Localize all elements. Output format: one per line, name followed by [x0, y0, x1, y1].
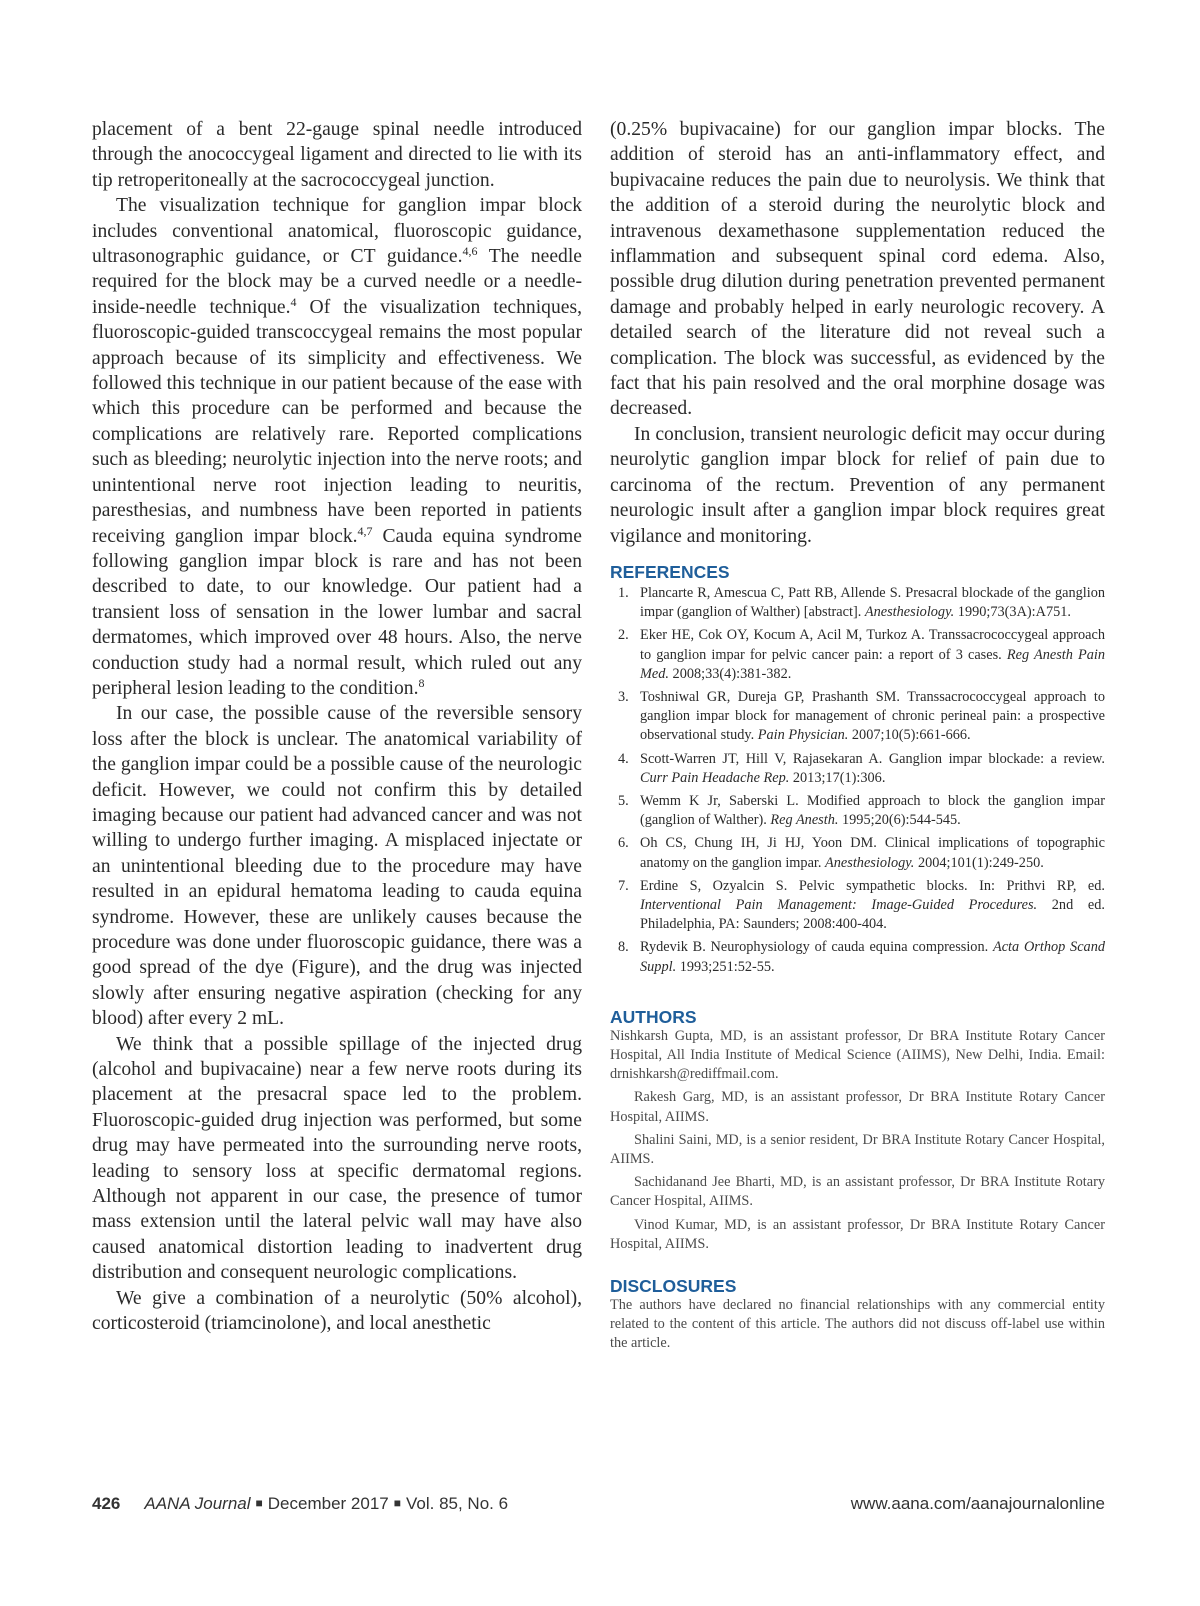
disclosures-text: The authors have declared no financial relationships with any commercial entity related to the content of this article. The authors did not discuss off-label use within the article.: [610, 1297, 1105, 1352]
reference-item: 5. Wemm K Jr, Saberski L. Modified approach to block the ganglion impar (ganglion of Walther). Reg Anesth. 1995;20(6):544-545.: [618, 792, 1105, 829]
body-paragraph: The visualization technique for ganglion impar block includes conventional anatomical, fluoroscopic guidance, ultrasonographic guidance, or CT guidance.$^{4,6}$ The needle required for the block may be a curved needle or a needle-inside-needle technique.$^4$ Of the visualization techniques, fluoroscopic-guided transcoccygeal remains the most popular approach because of its simplicity and effectiveness. We followed this technique in our patient because of the ease with which this procedure can be performed and because the complications are relatively rare. Reported complications such as bleeding; neurolytic injection into the nerve roots; and unintentional nerve root injection leading to neuritis, paresthesias, and numbness have been reported in patients receiving ganglion impar block.$^{4,7}$ Cauda equina syndrome following ganglion impar block is rare and has not been described to date, to our knowledge. Our patient had a transient loss of sensation in the lower lumbar and sacral dermatomes, which improved over 48 hours. Also, the nerve conduction study had a normal result, which ruled out any peripheral lesion leading to the condition.$^8$: [92, 195, 582, 699]
author-bio: Shalini Saini, MD, is a senior resident, Dr BRA Institute Rotary Cancer Hospital, AIIMS.: [610, 1131, 1105, 1167]
body-paragraph: In our case, the possible cause of the reversible sensory loss after the block is unclear. The anatomical variability of the ganglion impar could be a possible cause of the neurologic deficit. However, we could not confirm this by detailed imaging because our patient had advanced cancer and was not willing to undergo further imaging. A misplaced injectate or an unintentional bleeding due to the procedure may have resulted in an epidural hematoma leading to cauda equina syndrome. However, these are unlikely causes because the procedure was done under fluoroscopic guidance, there was a good spread of the dye (Figure), and the drug was injected slowly after ensuring negative aspiration (checking for any blood) after every 2 mL.: [92, 703, 582, 1030]
disclosures-heading: DISCLOSURES: [610, 1276, 737, 1296]
journal-title: Anesthesiology.: [864, 604, 955, 621]
citation-superscript: 4: [290, 294, 297, 309]
separator-square-icon: ■: [255, 1496, 263, 1510]
issue-volume: Vol. 85, No. 6: [406, 1494, 509, 1513]
right-column: [610, 117, 1105, 1358]
journal-title: Curr Pain Headache Rep.: [640, 769, 790, 786]
references-heading: REFERENCES: [610, 561, 730, 582]
body-paragraph: We give a combination of a neurolytic (50% alcohol), corticosteroid (triamcinolone), and local anesthetic: [92, 1287, 582, 1335]
citation-superscript: 4,7: [357, 523, 373, 538]
author-bio: Nishkarsh Gupta, MD, is an assistant professor, Dr BRA Institute Rotary Cancer Hospital, All India Institute of Medical Science (AIIMS), New Delhi, India. Email: drnishkarsh@rediffmail.com.: [610, 1027, 1105, 1083]
right-body-text: [610, 117, 1105, 549]
journal-url: www.aana.com/aanajournalonline: [850, 1494, 1105, 1513]
body-paragraph: placement of a bent 22-gauge spinal needle introduced through the anococcygeal ligament and directed to lie with its tip retroperitoneally at the sacrococcygeal junction.: [92, 119, 582, 191]
footer-citation: [92, 1494, 508, 1514]
issue-date: December 2017: [267, 1494, 389, 1513]
references-list: [610, 584, 1105, 977]
journal-title: Anesthesiology.: [825, 854, 915, 871]
journal-title: Pain Physician.: [757, 727, 849, 744]
reference-item: 3. Toshniwal GR, Dureja GP, Prashanth SM. Transsacrococcygeal approach to ganglion impar block for management of chronic perineal pain: a prospective observational study. Pain Physician. 2007;10(5):661-666.: [618, 688, 1105, 744]
book-title: Interventional Pain Management: Image-Guided Procedures.: [640, 896, 1038, 913]
citation-superscript: 8: [418, 675, 425, 690]
reference-item: 6. Oh CS, Chung IH, Ji HJ, Yoon DM. Clinical implications of topographic anatomy on the ganglion impar. Anesthesiology. 2004;101(1):249-250.: [618, 835, 1105, 871]
left-column: [92, 117, 582, 1337]
author-bio: Rakesh Garg, MD, is an assistant professor, Dr BRA Institute Rotary Cancer Hospital, AIIMS.: [610, 1089, 1105, 1125]
journal-title: Acta Orthop Scand Suppl.: [640, 939, 1105, 975]
reference-item: 4. Scott-Warren JT, Hill V, Rajasekaran A. Ganglion impar blockade: a review. Curr Pain Headache Rep. 2013;17(1):306.: [618, 750, 1105, 786]
reference-item: 7. Erdine S, Ozyalcin S. Pelvic sympathetic blocks. In: Prithvi RP, ed. Interventional Pain Management: Image-Guided Procedures. 2nd ed. Philadelphia, PA: Saunders; 2008:400-404.: [618, 877, 1105, 933]
page-footer: [92, 1494, 1105, 1520]
separator-square-icon: ■: [393, 1496, 401, 1510]
authors-heading: AUTHORS: [610, 1006, 697, 1027]
body-paragraph: In conclusion, transient neurologic deficit may occur during neurolytic ganglion impar block for relief of pain due to carcinoma of the rectum. Prevention of any permanent neurologic insult after a ganglion impar block requires great vigilance and monitoring.: [610, 423, 1105, 547]
page-number: 426: [92, 1494, 121, 1513]
reference-item: 2. Eker HE, Cok OY, Kocum A, Acil M, Turkoz A. Transsacrococcygeal approach to ganglion impar for pelvic cancer pain: a report of 3 cases. Reg Anesth Pain Med. 2008;33(4):381-382.: [618, 627, 1106, 682]
reference-item: 8. Rydevik B. Neurophysiology of cauda equina compression. Acta Orthop Scand Suppl. 1993;251:52-55.: [618, 939, 1105, 975]
journal-title: Reg Anesth.: [770, 812, 839, 829]
journal-title: Reg Anesth Pain Med.: [640, 646, 1106, 682]
author-bio: Sachidanand Jee Bharti, MD, is an assistant professor, Dr BRA Institute Rotary Cancer Hospital, AIIMS.: [610, 1174, 1105, 1210]
body-paragraph: (0.25% bupivacaine) for our ganglion impar blocks. The addition of steroid has an anti-inflammatory effect, and bupivacaine reduces the pain due to neurolysis. We think that the addition of a steroid during the neurolytic block and intravenous dexamethasone supplementation reduced the inflammation and subsequent spinal cord edema. Also, possible drug dilution during penetration prevented permanent damage and probably helped in early neurologic recovery. A detailed search of the literature did not reveal such a complication. The block was successful, as evidenced by the fact that his pain resolved and the oral morphine dosage was decreased.: [610, 119, 1105, 420]
body-paragraph: We think that a possible spillage of the injected drug (alcohol and bupivacaine) near a few nerve roots during its placement at the presacral space led to the problem. Fluoroscopic-guided drug injection was performed, but some drug may have permeated into the surrounding nerve roots, leading to sensory loss at specific dermatomal regions. Although not apparent in our case, the presence of tumor mass extension until the lateral pelvic wall may have also caused anatomical distortion leading to inadvertent drug distribution and consequent neurologic complications.: [92, 1033, 582, 1284]
reference-item: 1. Plancarte R, Amescua C, Patt RB, Allende S. Presacral blockade of the ganglion impar (ganglion of Walther) [abstract]. Anesthesiology. 1990;73(3A):A751.: [618, 584, 1105, 621]
journal-name: AANA Journal: [144, 1494, 251, 1513]
author-bio: Vinod Kumar, MD, is an assistant professor, Dr BRA Institute Rotary Cancer Hospital, AIIMS.: [610, 1216, 1105, 1252]
citation-superscript: 4,6: [462, 244, 478, 259]
